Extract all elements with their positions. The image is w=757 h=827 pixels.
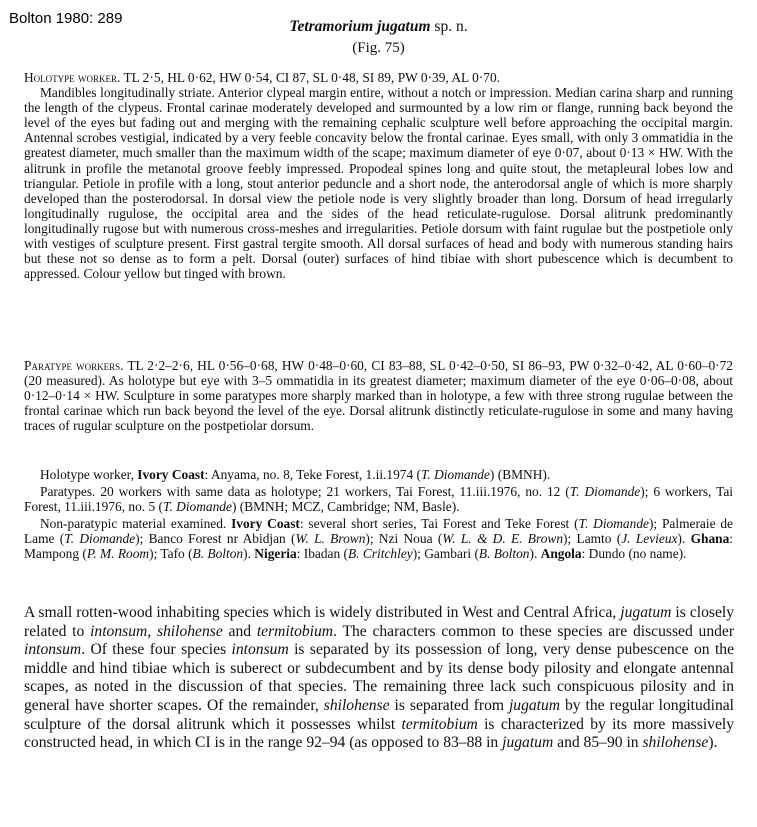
species-status: sp. n. — [430, 18, 468, 35]
species-epithet: jugatum — [508, 696, 561, 714]
figure-reference: (Fig. 75) — [352, 40, 405, 56]
collector-name: P. M. Room — [86, 546, 150, 562]
text-span: Holotype worker, — [40, 467, 138, 482]
discussion-paragraph — [24, 604, 734, 753]
text-span: : Mampong ( — [24, 531, 734, 562]
text-span: and 85–90 in — [553, 734, 643, 752]
text-span: ) (BMNH). — [489, 467, 551, 482]
collector-name: T. Diomande — [163, 499, 232, 515]
holotype-material — [24, 467, 733, 482]
text-span: ). — [243, 546, 255, 562]
collector-name: J. Levieux — [621, 531, 678, 547]
text-span: is separated by its possession of long, very dense pubescence on the middle and hind tibiae which is suberect or subdecumbent and by its dense body pilosity and elongate antennal scapes, as noted in the discussion of that species. The remaining three lack such conspicuous pilosity and in general have shorter scapes. Of the remainder, — [24, 641, 734, 714]
country-name: Angola — [540, 546, 582, 562]
text-span: is closely related to — [24, 604, 735, 640]
text-span: Paratypes. 20 workers with same data as holotype; 21 workers, Tai Forest, 11.iii.1976, no. 12 ( — [40, 484, 570, 500]
collector-name: T. Diomande — [64, 531, 136, 547]
species-epithet: termitobium — [401, 715, 478, 733]
species-epithet: shilohense — [156, 622, 223, 640]
country-name: Ghana — [690, 531, 730, 547]
text-span: Non-paratypic material examined. — [40, 516, 232, 532]
collector-name: W. L. Brown — [295, 531, 366, 547]
species-epithet: intonsum — [90, 622, 148, 640]
holotype-heading: Holotype worker. — [24, 70, 121, 85]
species-epithet: termitobium — [256, 622, 334, 640]
holotype-description: Mandibles longitudinally striate. Anterior clypeal margin entire, without a notch or impression. Median carina sharp and running the length of the clypeus. Frontal carinae moderately developed and surmounted by a low rim or flange, running back beyond the level of the eyes but fading out and merging with the remaining cephalic sculpture well before approaching the occipital margin. Antennal scrobes vestigial, indicated by a very feeble concavity below the frontal carinae. Eyes small, with only 3 ommatidia in the greatest diameter, much smaller than the maximum width of the scape; maximum diameter of eye 0·07, about 0·13 × HW. With the alitrunk in profile the metanotal groove feebly impressed. Propodeal spines long and quite stout, the metapleural lobes low and triangular. Petiole in profile with a long, stout anterior peduncle and a short node, the anterodorsal angle of which is more sharply developed than the posterodorsal. In dorsal view the petiole node is very slightly broader than long. Dorsum of head irregularly longitudinally rugulose, the occipital area and the sides of the head reticulate-rugulose. Dorsal alitrunk predominantly longitudinally rugose but with numerous cross-meshes and irregularities. Petiole dorsum with faint rugulae but the postpetiole only with vestiges of sculpture present. First gastral tergite smooth. All dorsal surfaces of head and body with numerous standing hairs but these not so dense as to form a pelt. Dorsal (outer) surfaces of hind tibiae with short pubescence which is decumbent to appressed. Colour yellow but tinged with brown. — [24, 85, 733, 282]
text-span: : several short series, Tai Forest and Teke Forest ( — [299, 516, 579, 532]
text-span: ); Palmeraie de Lame ( — [24, 516, 733, 547]
species-epithet: jugatum — [502, 734, 554, 752]
source-citation: Bolton 1980: 289 — [9, 10, 123, 27]
material-section — [24, 467, 733, 564]
collector-name: T. Diomande — [578, 516, 649, 532]
text-span: . The characters common to these species are discussed under — [333, 622, 735, 640]
species-epithet: shilohense — [642, 734, 709, 752]
species-name: Tetramorium jugatum — [289, 18, 431, 35]
text-span: : Dundo (no name). — [581, 546, 687, 562]
paratype-material — [24, 484, 733, 514]
holotype-section — [24, 70, 733, 281]
text-span: ) (BMNH; MCZ, Cambridge; NM, Basle). — [231, 499, 460, 515]
species-epithet: intonsum — [231, 641, 289, 659]
text-span: ). — [529, 546, 541, 562]
text-span: : Anyama, no. 8, Teke Forest, 1.ii.1974 ( — [204, 467, 421, 482]
holotype-measurements — [24, 70, 733, 85]
discussion-section — [24, 604, 734, 753]
country-name: Nigeria — [254, 546, 297, 562]
country-name: Ivory Coast — [231, 516, 300, 532]
paratype-paragraph — [24, 358, 733, 433]
text-span: ); Gambari ( — [412, 546, 479, 562]
text-span: is characterized by its more massively constructed head, in which CI is in the range 92–94 (as opposed to 83–88 in — [24, 715, 734, 752]
holotype-measure-values: TL 2·5, HL 0·62, HW 0·54, CI 87, SL 0·48, SI 89, PW 0·39, AL 0·70. — [120, 70, 500, 85]
species-title — [0, 18, 757, 36]
text-span: and — [222, 622, 257, 640]
text-span: ); Nzi Noua ( — [365, 531, 443, 547]
text-span: . Of these four species — [81, 641, 232, 659]
text-span: is separated from — [389, 696, 509, 714]
collector-name: B. Bolton — [192, 546, 244, 562]
text-span: ). — [677, 531, 691, 547]
collector-name: T. Diomande — [569, 484, 641, 500]
text-span: , — [147, 622, 157, 640]
text-span: ); Tafo ( — [149, 546, 193, 562]
text-span: ); Lamto ( — [563, 531, 622, 547]
text-span: : Ibadan ( — [296, 546, 348, 562]
collector-name: T. Diomande — [420, 467, 490, 482]
species-epithet: intonsum — [24, 641, 82, 659]
text-span: A small rotten-wood inhabiting species which is widely distributed in West and Central Africa, — [24, 604, 621, 621]
text-span: by the regular longitudinal sculpture of the dorsal alitrunk which it possesses whilst — [24, 696, 734, 733]
collector-name: W. L. & D. E. Brown — [442, 531, 564, 547]
paratype-section — [24, 358, 733, 433]
country-name: Ivory Coast — [137, 467, 205, 482]
text-span: ). — [708, 734, 718, 752]
species-epithet: shilohense — [323, 696, 390, 714]
text-span: ); Banco Forest nr Abidjan ( — [135, 531, 296, 547]
paratype-text: TL 2·2–2·6, HL 0·56–0·68, HW 0·48–0·60, CI 83–88, SL 0·42–0·50, SI 86–93, PW 0·32–0·42, AL 0·60–0·72 (20 measured). As holotype but eye with 3–5 ommatidia in its greatest diameter; maximum diameter of the eye 0·06–0·08, about 0·12–0·14 × HW. Sculpture in some paratypes more sharply marked than in holotype, a few with three strong rugulae between the frontal carinae which run back beyond the level of the eye. Dorsal alitrunk distinctly reticulate-rugulose in some and many having traces of rugular sculpture on the postpetiolar dorsum. — [24, 358, 733, 434]
collector-name: B. Bolton — [478, 546, 530, 562]
species-epithet: jugatum — [620, 604, 672, 621]
collector-name: B. Critchley — [348, 546, 413, 562]
nonparatypic-material — [24, 516, 733, 561]
paratype-heading: Paratype workers. — [24, 358, 124, 373]
text-span: ); 6 workers, Tai Forest, 11.iii.1976, no. 5 ( — [24, 484, 733, 515]
